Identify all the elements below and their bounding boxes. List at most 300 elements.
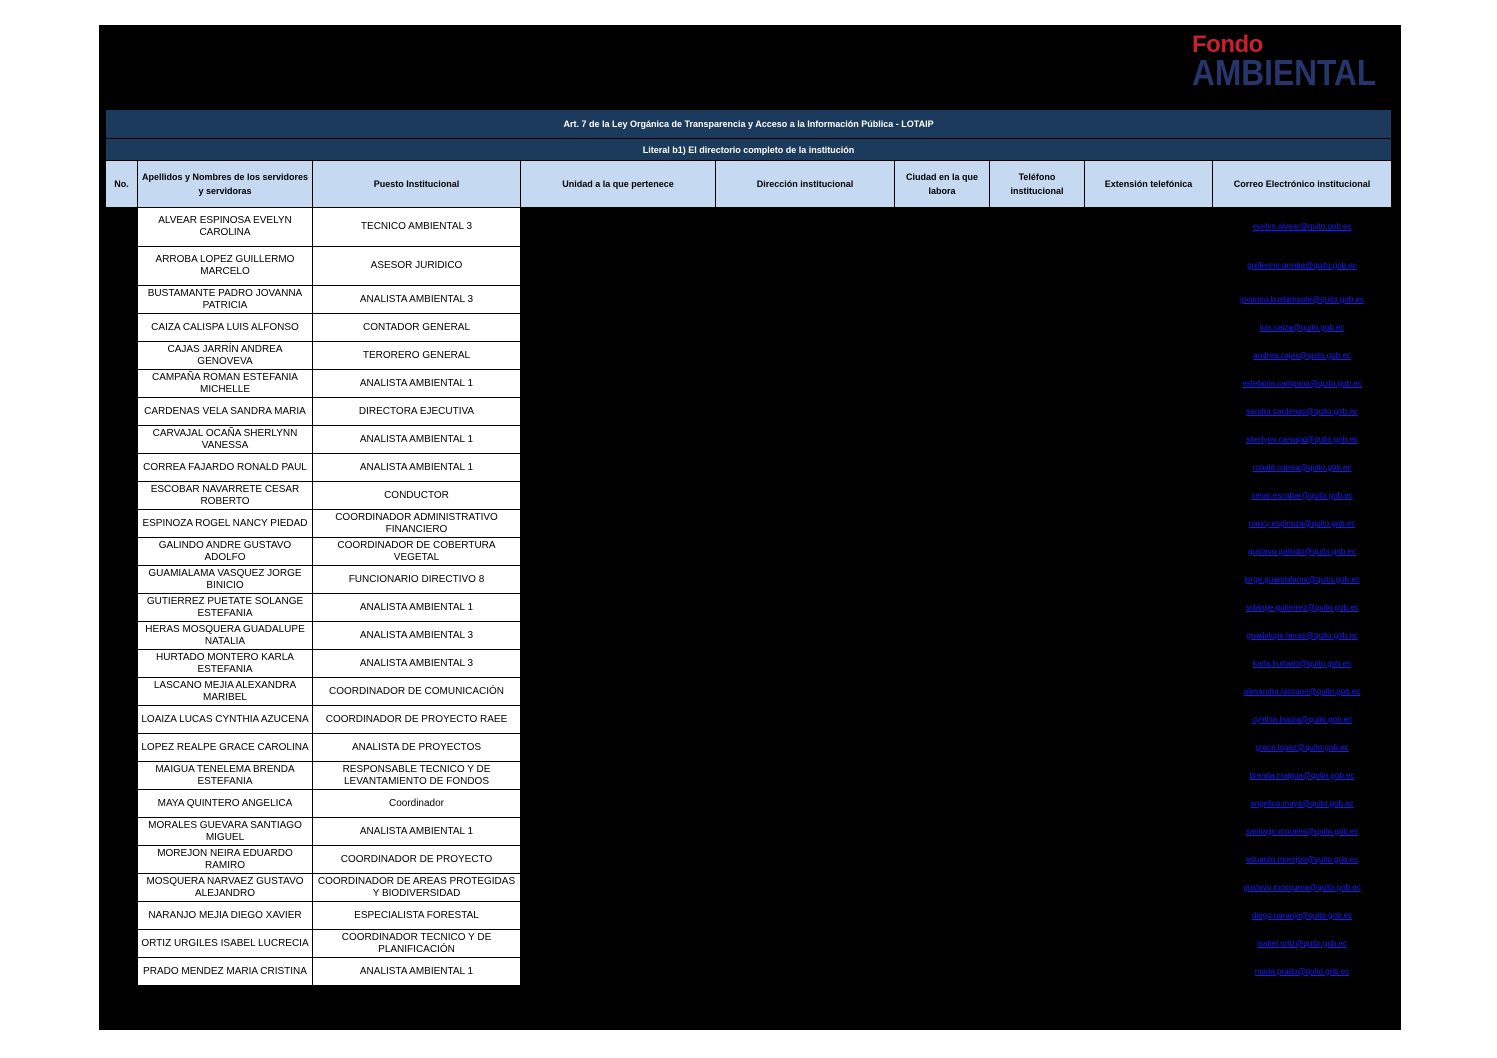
direccion-cell — [716, 678, 895, 706]
puesto-cell: COORDINADOR DE COBERTURA VEGETAL — [313, 538, 521, 566]
no-cell — [106, 398, 138, 426]
name-cell: NARANJO MEJIA DIEGO XAVIER — [138, 902, 313, 930]
email-link[interactable]: gustavo.galindo@quito.gob.ec — [1248, 546, 1356, 556]
ciudad-cell — [895, 650, 990, 678]
extension-cell — [1085, 930, 1213, 958]
email-link[interactable]: luis.caiza@quito.gob.ec — [1259, 322, 1345, 332]
telefono-cell — [990, 286, 1085, 314]
column-header: Apellidos y Nombres de los servidores y servidoras — [138, 161, 313, 208]
ciudad-cell — [895, 818, 990, 846]
email-link[interactable]: eduardo.morejon@quito.gob.ec — [1245, 854, 1359, 864]
name-cell: ARROBA LOPEZ GUILLERMO MARCELO — [138, 247, 313, 286]
telefono-cell — [990, 846, 1085, 874]
email-link[interactable]: jorge.guamialama@quito.gob.ec — [1244, 574, 1360, 584]
unidad-cell — [521, 314, 716, 342]
ciudad-cell — [895, 370, 990, 398]
email-link[interactable]: karla.hurtado@quito.gob.ec — [1252, 658, 1352, 668]
name-cell: CAJAS JARRÍN ANDREA GENOVEVA — [138, 342, 313, 370]
extension-cell — [1085, 650, 1213, 678]
extension-cell — [1085, 454, 1213, 482]
puesto-cell: COORDINADOR DE PROYECTO — [313, 846, 521, 874]
name-cell: LOPEZ REALPE GRACE CAROLINA — [138, 734, 313, 762]
directory-table — [105, 109, 1392, 986]
column-header: Ciudad en la que labora — [895, 161, 990, 208]
extension-cell — [1085, 734, 1213, 762]
table-row — [106, 902, 1392, 930]
telefono-cell — [990, 762, 1085, 790]
direccion-cell — [716, 930, 895, 958]
direccion-cell — [716, 208, 895, 247]
table-row — [106, 958, 1392, 986]
unidad-cell — [521, 650, 716, 678]
unidad-cell — [521, 398, 716, 426]
unidad-cell — [521, 247, 716, 286]
telefono-cell — [990, 874, 1085, 902]
unidad-cell — [521, 678, 716, 706]
telefono-cell — [990, 342, 1085, 370]
direccion-cell — [716, 706, 895, 734]
telefono-cell — [990, 398, 1085, 426]
unidad-cell — [521, 874, 716, 902]
no-cell — [106, 370, 138, 398]
unidad-cell — [521, 594, 716, 622]
telefono-cell — [990, 314, 1085, 342]
email-cell — [1213, 930, 1392, 958]
telefono-cell — [990, 818, 1085, 846]
no-cell — [106, 286, 138, 314]
puesto-cell: ANALISTA AMBIENTAL 3 — [313, 650, 521, 678]
no-cell — [106, 706, 138, 734]
table-row — [106, 208, 1392, 247]
direccion-cell — [716, 510, 895, 538]
unidad-cell — [521, 426, 716, 454]
direccion-cell — [716, 482, 895, 510]
direccion-cell — [716, 762, 895, 790]
no-cell — [106, 342, 138, 370]
ciudad-cell — [895, 622, 990, 650]
puesto-cell: ANALISTA AMBIENTAL 1 — [313, 370, 521, 398]
direccion-cell — [716, 622, 895, 650]
direccion-cell — [716, 286, 895, 314]
ciudad-cell — [895, 930, 990, 958]
telefono-cell — [990, 678, 1085, 706]
puesto-cell: COORDINADOR DE PROYECTO RAEE — [313, 706, 521, 734]
email-link[interactable]: brenda.maigua@quito.gob.ec — [1249, 770, 1355, 780]
name-cell: MAYA QUINTERO ANGELICA — [138, 790, 313, 818]
table-row — [106, 482, 1392, 510]
telefono-cell — [990, 370, 1085, 398]
email-link[interactable]: andrea.cajas@quito.gob.ec — [1253, 350, 1351, 360]
unidad-cell — [521, 734, 716, 762]
email-cell — [1213, 314, 1392, 342]
ciudad-cell — [895, 762, 990, 790]
puesto-cell: ANALISTA AMBIENTAL 1 — [313, 454, 521, 482]
direccion-cell — [716, 342, 895, 370]
name-cell: ESPINOZA ROGEL NANCY PIEDAD — [138, 510, 313, 538]
table-row — [106, 510, 1392, 538]
telefono-cell — [990, 790, 1085, 818]
email-cell — [1213, 370, 1392, 398]
extension-cell — [1085, 370, 1213, 398]
column-header: Puesto Institucional — [313, 161, 521, 208]
name-cell: CAMPAÑA ROMAN ESTEFANIA MICHELLE — [138, 370, 313, 398]
extension-cell — [1085, 510, 1213, 538]
column-header: Extensión telefónica — [1085, 161, 1213, 208]
email-cell — [1213, 902, 1392, 930]
email-link[interactable]: maria.prado@quito.gob.ec — [1254, 966, 1350, 976]
table-row — [106, 594, 1392, 622]
email-cell — [1213, 286, 1392, 314]
telefono-cell — [990, 510, 1085, 538]
telefono-cell — [990, 622, 1085, 650]
column-header: Unidad a la que pertenece — [521, 161, 716, 208]
no-cell — [106, 678, 138, 706]
email-cell — [1213, 594, 1392, 622]
direccion-cell — [716, 398, 895, 426]
direccion-cell — [716, 370, 895, 398]
extension-cell — [1085, 762, 1213, 790]
telefono-cell — [990, 538, 1085, 566]
direccion-cell — [716, 902, 895, 930]
no-cell — [106, 538, 138, 566]
ciudad-cell — [895, 342, 990, 370]
table-row — [106, 790, 1392, 818]
email-cell — [1213, 846, 1392, 874]
column-header: Correo Electrónico institucional — [1213, 161, 1392, 208]
ciudad-cell — [895, 566, 990, 594]
email-cell — [1213, 706, 1392, 734]
extension-cell — [1085, 286, 1213, 314]
extension-cell — [1085, 208, 1213, 247]
ciudad-cell — [895, 247, 990, 286]
name-cell: GUTIERREZ PUETATE SOLANGE ESTEFANIA — [138, 594, 313, 622]
name-cell: HURTADO MONTERO KARLA ESTEFANIA — [138, 650, 313, 678]
extension-cell — [1085, 902, 1213, 930]
table-row — [106, 398, 1392, 426]
no-cell — [106, 314, 138, 342]
puesto-cell: FUNCIONARIO DIRECTIVO 8 — [313, 566, 521, 594]
table-row — [106, 734, 1392, 762]
extension-cell — [1085, 706, 1213, 734]
no-cell — [106, 482, 138, 510]
unidad-cell — [521, 930, 716, 958]
name-cell: CARDENAS VELA SANDRA MARIA — [138, 398, 313, 426]
email-cell — [1213, 678, 1392, 706]
email-link[interactable]: isabel.ortiz@quito.gob.ec — [1257, 938, 1348, 948]
email-cell — [1213, 208, 1392, 247]
unidad-cell — [521, 538, 716, 566]
puesto-cell: ANALISTA DE PROYECTOS — [313, 734, 521, 762]
extension-cell — [1085, 247, 1213, 286]
no-cell — [106, 510, 138, 538]
ciudad-cell — [895, 734, 990, 762]
name-cell: BUSTAMANTE PADRO JOVANNA PATRICIA — [138, 286, 313, 314]
puesto-cell: Coordinador — [313, 790, 521, 818]
email-link[interactable]: guadalupe.heras@quito.gob.ec — [1246, 630, 1358, 640]
telefono-cell — [990, 650, 1085, 678]
no-cell — [106, 454, 138, 482]
no-cell — [106, 566, 138, 594]
puesto-cell: ANALISTA AMBIENTAL 1 — [313, 818, 521, 846]
table-row — [106, 247, 1392, 286]
email-link[interactable]: evelyn.alvear@quito.gob.ec — [1252, 222, 1352, 232]
email-link[interactable]: cesar.escobar@quito.gob.ec — [1251, 490, 1353, 500]
no-cell — [106, 208, 138, 247]
email-cell — [1213, 426, 1392, 454]
ciudad-cell — [895, 398, 990, 426]
puesto-cell: TERORERO GENERAL — [313, 342, 521, 370]
table-row — [106, 930, 1392, 958]
unidad-cell — [521, 762, 716, 790]
email-link[interactable]: gustavo.mosquera@quito.gob.ec — [1243, 882, 1361, 892]
extension-cell — [1085, 538, 1213, 566]
name-cell: ORTIZ URGILES ISABEL LUCRECIA — [138, 930, 313, 958]
direccion-cell — [716, 846, 895, 874]
column-header: Teléfono institucional — [990, 161, 1085, 208]
extension-cell — [1085, 846, 1213, 874]
table-row — [106, 286, 1392, 314]
name-cell: ESCOBAR NAVARRETE CESAR ROBERTO — [138, 482, 313, 510]
email-link[interactable]: diego.naranjo@quito.gob.ec — [1251, 910, 1353, 920]
name-cell: CAIZA CALISPA LUIS ALFONSO — [138, 314, 313, 342]
document-page — [99, 25, 1401, 1030]
ciudad-cell — [895, 286, 990, 314]
ciudad-cell — [895, 902, 990, 930]
email-cell — [1213, 566, 1392, 594]
ciudad-cell — [895, 454, 990, 482]
table-row — [106, 818, 1392, 846]
extension-cell — [1085, 566, 1213, 594]
no-cell — [106, 902, 138, 930]
no-cell — [106, 762, 138, 790]
direccion-cell — [716, 734, 895, 762]
no-cell — [106, 734, 138, 762]
direccion-cell — [716, 538, 895, 566]
email-link[interactable]: cynthia.loaiza@quito.gob.ec — [1251, 714, 1353, 724]
name-cell: LASCANO MEJIA ALEXANDRA MARIBEL — [138, 678, 313, 706]
extension-cell — [1085, 426, 1213, 454]
column-header: No. — [106, 161, 138, 208]
extension-cell — [1085, 398, 1213, 426]
email-cell — [1213, 482, 1392, 510]
table-row — [106, 314, 1392, 342]
email-link[interactable]: estefania.campana@quito.gob.ec — [1242, 378, 1362, 388]
name-cell: MAIGUA TENELEMA BRENDA ESTEFANIA — [138, 762, 313, 790]
telefono-cell — [990, 734, 1085, 762]
column-header: Dirección institucional — [716, 161, 895, 208]
table-row — [106, 678, 1392, 706]
direccion-cell — [716, 566, 895, 594]
telefono-cell — [990, 930, 1085, 958]
puesto-cell: TECNICO AMBIENTAL 3 — [313, 208, 521, 247]
extension-cell — [1085, 678, 1213, 706]
ciudad-cell — [895, 482, 990, 510]
puesto-cell: ANALISTA AMBIENTAL 1 — [313, 594, 521, 622]
name-cell: LOAIZA LUCAS CYNTHIA AZUCENA — [138, 706, 313, 734]
email-cell — [1213, 818, 1392, 846]
table-title: Art. 7 de la Ley Orgánica de Transparencia y Acceso a la Información Pública - LOTAIP — [106, 110, 1392, 139]
telefono-cell — [990, 594, 1085, 622]
puesto-cell: ESPECIALISTA FORESTAL — [313, 902, 521, 930]
no-cell — [106, 650, 138, 678]
telefono-cell — [990, 247, 1085, 286]
unidad-cell — [521, 958, 716, 986]
extension-cell — [1085, 622, 1213, 650]
unidad-cell — [521, 790, 716, 818]
email-cell — [1213, 247, 1392, 286]
name-cell: MOREJON NEIRA EDUARDO RAMIRO — [138, 846, 313, 874]
no-cell — [106, 846, 138, 874]
no-cell — [106, 247, 138, 286]
direccion-cell — [716, 247, 895, 286]
logo-line-1: Fondo — [1192, 31, 1263, 58]
puesto-cell: ANALISTA AMBIENTAL 1 — [313, 426, 521, 454]
extension-cell — [1085, 342, 1213, 370]
telefono-cell — [990, 454, 1085, 482]
puesto-cell: ASESOR JURIDICO — [313, 247, 521, 286]
ciudad-cell — [895, 208, 990, 247]
ciudad-cell — [895, 678, 990, 706]
ciudad-cell — [895, 314, 990, 342]
table-row — [106, 342, 1392, 370]
unidad-cell — [521, 622, 716, 650]
table-row — [106, 454, 1392, 482]
email-link[interactable]: santiago.morales@quito.gob.ec — [1245, 826, 1359, 836]
puesto-cell: DIRECTORA EJECUTIVA — [313, 398, 521, 426]
no-cell — [106, 594, 138, 622]
direccion-cell — [716, 874, 895, 902]
unidad-cell — [521, 846, 716, 874]
extension-cell — [1085, 594, 1213, 622]
no-cell — [106, 818, 138, 846]
unidad-cell — [521, 510, 716, 538]
telefono-cell — [990, 426, 1085, 454]
email-link[interactable]: ronald.correa@quito.gob.ec — [1252, 462, 1352, 472]
unidad-cell — [521, 286, 716, 314]
no-cell — [106, 790, 138, 818]
unidad-cell — [521, 482, 716, 510]
telefono-cell — [990, 902, 1085, 930]
table-subtitle: Literal b1) El directorio completo de la institución — [106, 139, 1392, 161]
email-link[interactable]: alexandra.lascano@quito.gob.ec — [1243, 686, 1361, 696]
ciudad-cell — [895, 874, 990, 902]
email-cell — [1213, 734, 1392, 762]
no-cell — [106, 930, 138, 958]
extension-cell — [1085, 482, 1213, 510]
puesto-cell: ANALISTA AMBIENTAL 3 — [313, 286, 521, 314]
extension-cell — [1085, 790, 1213, 818]
ciudad-cell — [895, 958, 990, 986]
unidad-cell — [521, 454, 716, 482]
name-cell: MOSQUERA NARVAEZ GUSTAVO ALEJANDRO — [138, 874, 313, 902]
table-row — [106, 426, 1392, 454]
email-cell — [1213, 454, 1392, 482]
telefono-cell — [990, 482, 1085, 510]
name-cell: HERAS MOSQUERA GUADALUPE NATALIA — [138, 622, 313, 650]
ciudad-cell — [895, 594, 990, 622]
email-link[interactable]: angelica.maya@quito.gob.ec — [1250, 798, 1354, 808]
name-cell: MORALES GUEVARA SANTIAGO MIGUEL — [138, 818, 313, 846]
extension-cell — [1085, 314, 1213, 342]
no-cell — [106, 622, 138, 650]
table-row — [106, 706, 1392, 734]
email-link[interactable]: grace.lopez@quito.gob.ec — [1255, 742, 1349, 752]
direccion-cell — [716, 818, 895, 846]
table-row — [106, 538, 1392, 566]
unidad-cell — [521, 818, 716, 846]
direccion-cell — [716, 314, 895, 342]
email-link[interactable]: sherlynn.carvajal@quito.gob.ec — [1246, 434, 1358, 444]
no-cell — [106, 958, 138, 986]
ciudad-cell — [895, 538, 990, 566]
email-link[interactable]: guillermo.arroba@quito.gob.ec — [1247, 261, 1357, 270]
table-row — [106, 622, 1392, 650]
extension-cell — [1085, 818, 1213, 846]
puesto-cell: COORDINADOR TECNICO Y DE PLANIFICACIÓN — [313, 930, 521, 958]
unidad-cell — [521, 902, 716, 930]
direccion-cell — [716, 790, 895, 818]
puesto-cell: CONTADOR GENERAL — [313, 314, 521, 342]
email-cell — [1213, 874, 1392, 902]
email-cell — [1213, 762, 1392, 790]
email-cell — [1213, 510, 1392, 538]
direccion-cell — [716, 958, 895, 986]
email-cell — [1213, 538, 1392, 566]
ciudad-cell — [895, 846, 990, 874]
no-cell — [106, 426, 138, 454]
fondo-ambiental-logo — [1192, 33, 1401, 91]
direccion-cell — [716, 426, 895, 454]
name-cell: GALINDO ANDRE GUSTAVO ADOLFO — [138, 538, 313, 566]
direccion-cell — [716, 594, 895, 622]
email-cell — [1213, 342, 1392, 370]
extension-cell — [1085, 958, 1213, 986]
table-row — [106, 874, 1392, 902]
ciudad-cell — [895, 790, 990, 818]
telefono-cell — [990, 706, 1085, 734]
table-row — [106, 762, 1392, 790]
telefono-cell — [990, 958, 1085, 986]
name-cell: PRADO MENDEZ MARIA CRISTINA — [138, 958, 313, 986]
direccion-cell — [716, 454, 895, 482]
email-link[interactable]: sandra.cardenas@quito.gob.ec — [1246, 406, 1358, 416]
ciudad-cell — [895, 510, 990, 538]
puesto-cell: RESPONSABLE TECNICO Y DE LEVANTAMIENTO DE FONDOS — [313, 762, 521, 790]
unidad-cell — [521, 208, 716, 247]
table-row — [106, 370, 1392, 398]
name-cell: GUAMIALAMA VASQUEZ JORGE BINICIO — [138, 566, 313, 594]
name-cell: CARVAJAL OCAÑA SHERLYNN VANESSA — [138, 426, 313, 454]
table-row — [106, 566, 1392, 594]
email-link[interactable]: jovanna.bustamante@quito.gob.ec — [1240, 294, 1364, 304]
ciudad-cell — [895, 706, 990, 734]
unidad-cell — [521, 566, 716, 594]
puesto-cell: COORDINADOR ADMINISTRATIVO FINANCIERO — [313, 510, 521, 538]
direccion-cell — [716, 650, 895, 678]
ciudad-cell — [895, 426, 990, 454]
name-cell: ALVEAR ESPINOSA EVELYN CAROLINA — [138, 208, 313, 247]
unidad-cell — [521, 706, 716, 734]
email-link[interactable]: nancy.espinoza@quito.gob.ec — [1248, 518, 1356, 528]
telefono-cell — [990, 566, 1085, 594]
no-cell — [106, 874, 138, 902]
puesto-cell: CONDUCTOR — [313, 482, 521, 510]
email-link[interactable]: solange.gutierrez@quito.gob.ec — [1245, 602, 1359, 612]
table-row — [106, 846, 1392, 874]
table-row — [106, 650, 1392, 678]
email-cell — [1213, 790, 1392, 818]
logo-line-2: AMBIENTAL — [1192, 52, 1377, 93]
